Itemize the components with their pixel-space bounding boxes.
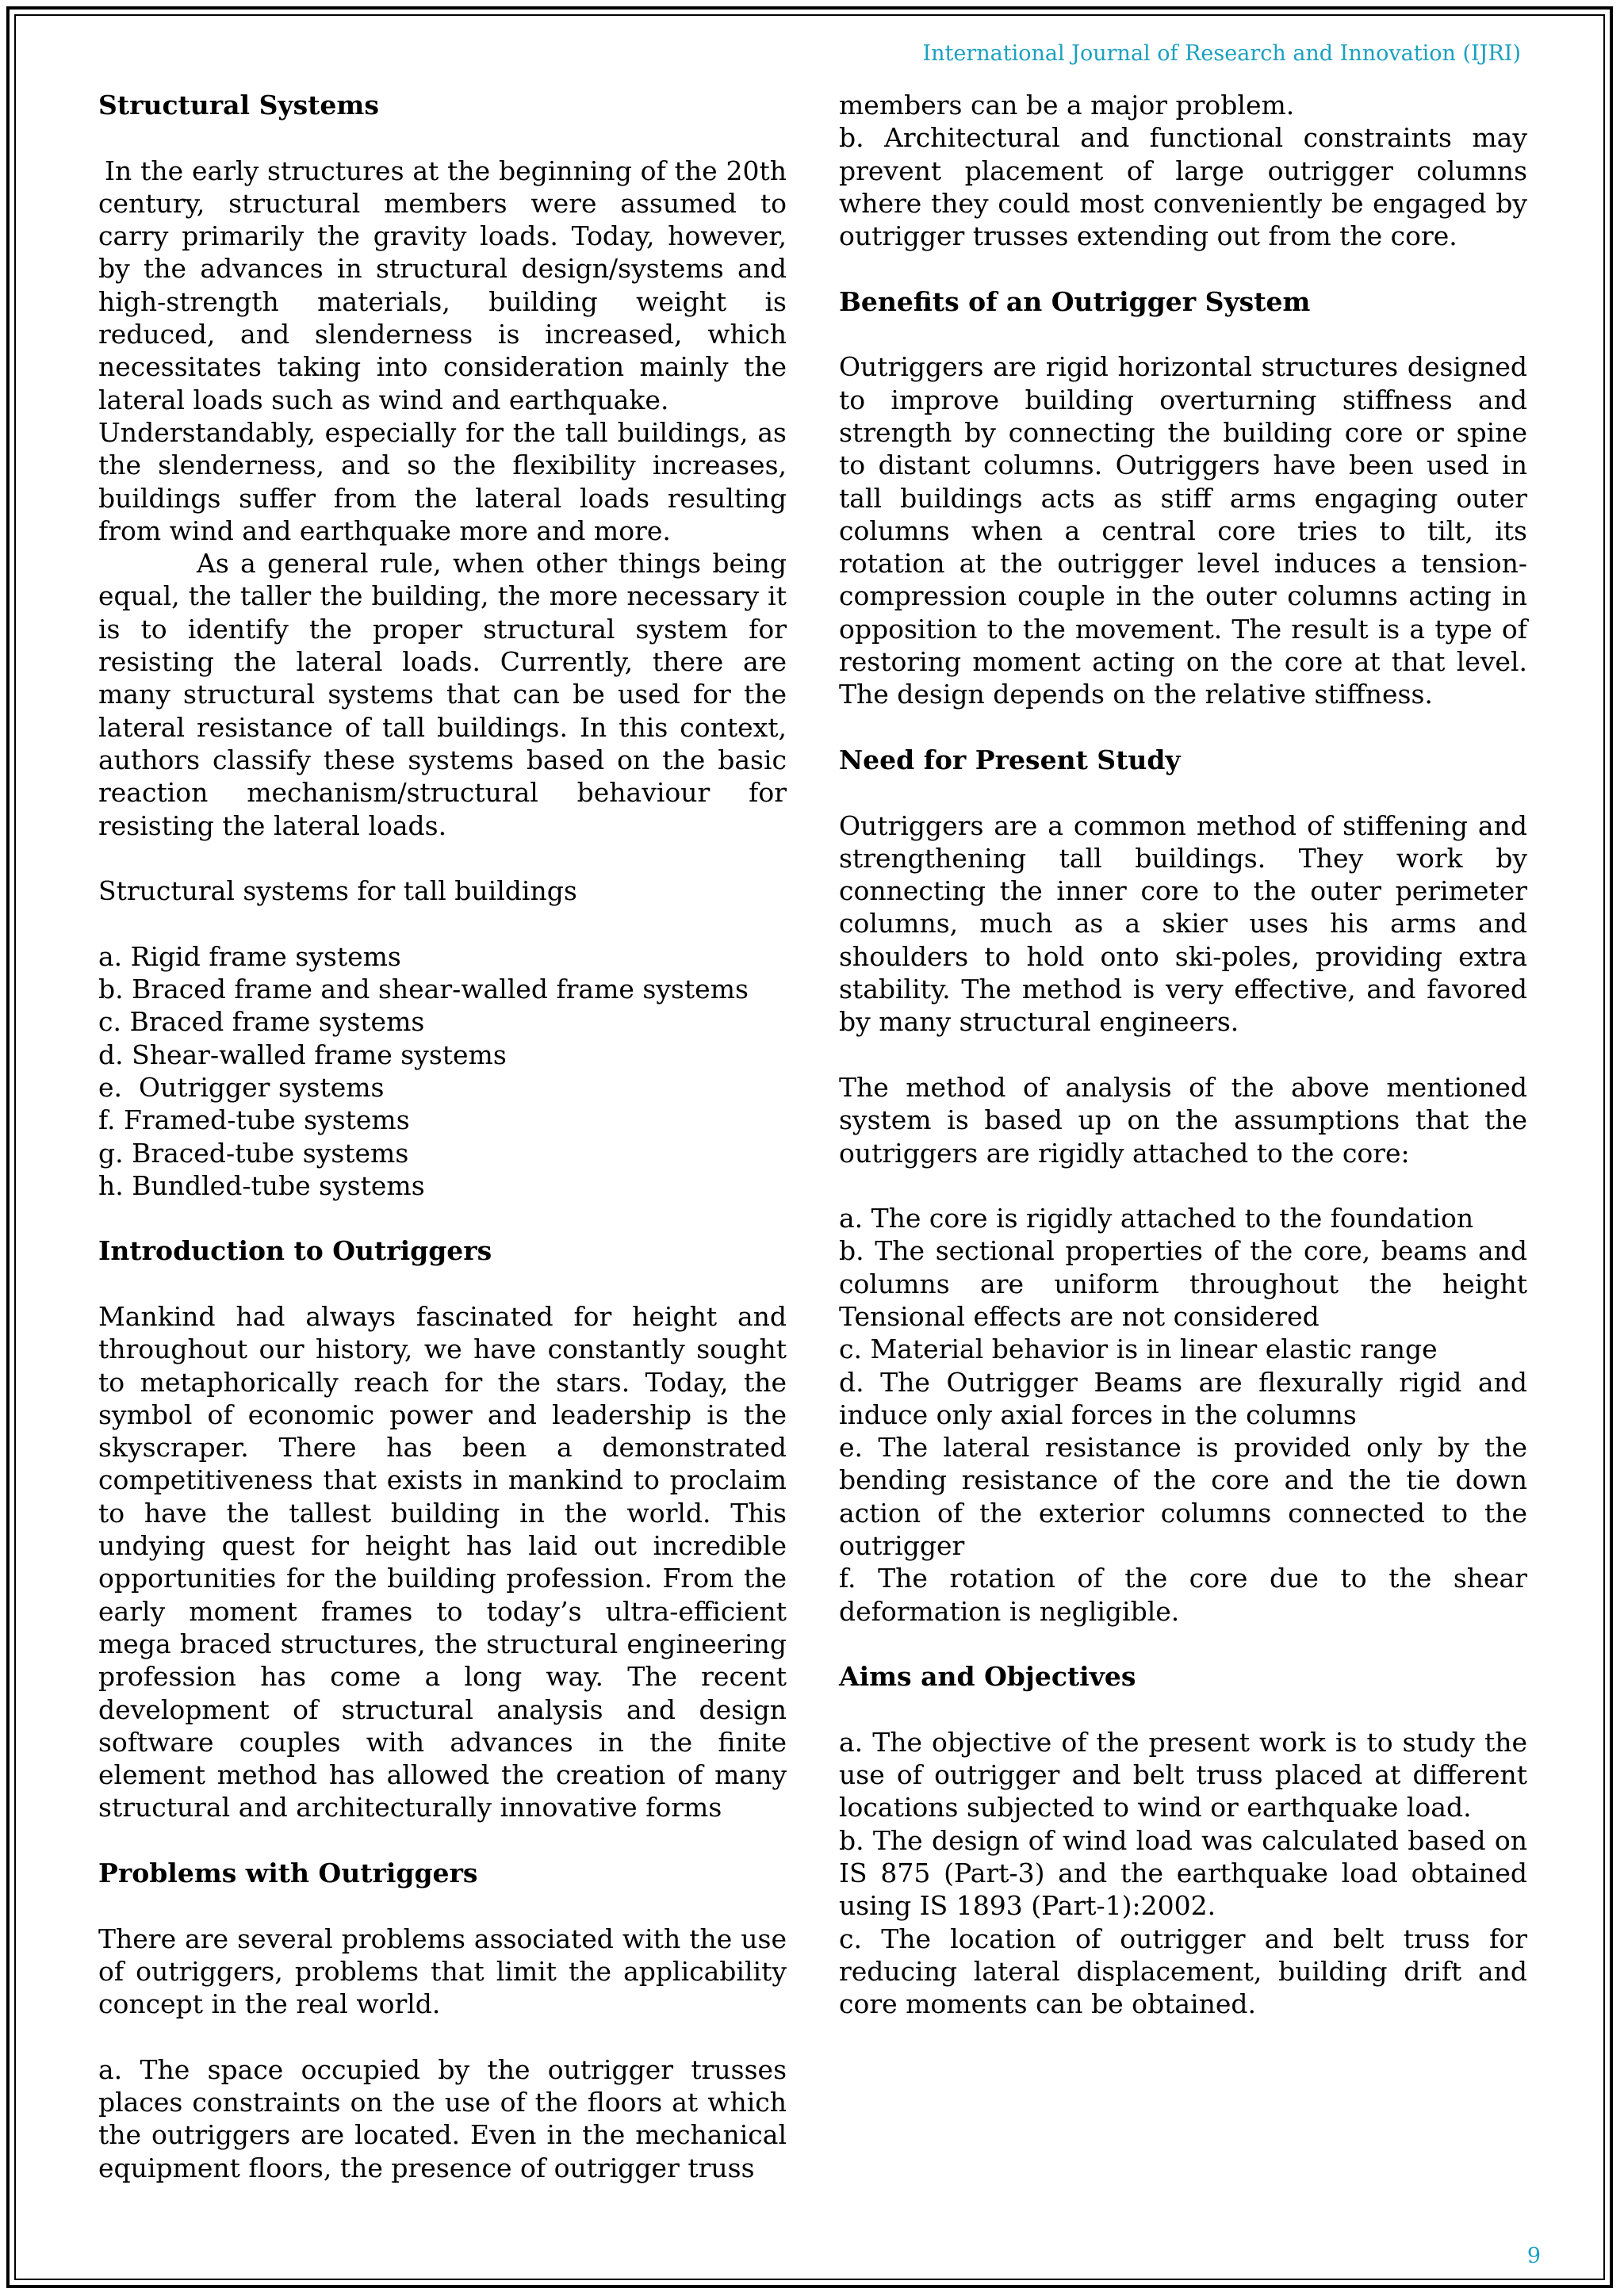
list-item-assumption: c. Material behavior is in linear elastic range xyxy=(839,1334,1438,1365)
heading-structural-systems: Structural Systems xyxy=(98,90,379,121)
paragraph-problem-a: a. The space occupied by the outrigger trusses places constraints on the use of the floors at which the outriggers are located. Even in the mechanical equipment floors, the presence of outrigger truss xyxy=(98,2053,787,2183)
systems-list-title: Structural systems for tall buildings xyxy=(98,875,577,907)
list-item-assumption: a. The core is rigidly attached to the foundation xyxy=(839,1203,1474,1234)
list-item-system: h. Bundled-tube systems xyxy=(98,1169,425,1201)
list-item-system: b. Braced frame and shear-walled frame systems xyxy=(98,974,749,1005)
list-item-system: g. Braced-tube systems xyxy=(98,1137,409,1169)
list-item-assumption: f. The rotation of the core due to the shear deformation is negligible. xyxy=(839,1563,1527,1627)
paragraph-mankind: Mankind had always fascinated for height and throughout our history, we have constantly sought to metaphorically reach for the stars. Today, the symbol of economic power and leadership is the skyscraper. There has been a demonstrated competitiveness that exists in mankind to proclaim to have the tallest building in the world. This undying quest for height has laid out incredible opportunities for the building profession. From the early moment frames to today’s ultra-efficient mega braced structures, the structural engineering profession has come a long way. The recent development of structural analysis and design software couples with advances in the finite element method has allowed the creation of many structural and architecturally innovative forms xyxy=(98,1300,787,1823)
heading-problems-outriggers: Problems with Outriggers xyxy=(98,1858,478,1889)
paragraph-early-structures: In the early structures at the beginning of the 20th century, structural members were assumed to carry primarily the gravity loads. Today, however, by the advances in structural design/systems and high-strength materials, building weight is reduced, and slenderness is increased, which necessitates taking into consideration mainly the lateral loads such as wind and earthquake. xyxy=(98,155,787,415)
list-item-assumption: e. The lateral resistance is provided only by the bending resistance of the core and the tie down action of the exterior columns connected to the outrigger xyxy=(839,1432,1527,1562)
paragraph-problem-a-continued: members can be a major problem. xyxy=(839,90,1295,121)
list-item-aim: a. The objective of the present work is to study the use of outrigger and belt truss placed at different locations subjected to wind or earthquake load. xyxy=(839,1726,1527,1823)
list-item-aim: b. The design of wind load was calculated based on IS 875 (Part-3) and the earthquake load obtained using IS 1893 (Part-1):2002. xyxy=(839,1824,1527,1922)
list-item-system: c. Braced frame systems xyxy=(98,1006,425,1038)
heading-introduction-outriggers: Introduction to Outriggers xyxy=(98,1235,492,1267)
paragraph-method: The method of analysis of the above mentioned system is based up on the assumptions that the outriggers are rigidly attached to the core: xyxy=(839,1071,1527,1169)
list-item-assumption: b. The sectional properties of the core, beams and columns are uniform throughout the height Tensional effects are not considered xyxy=(839,1235,1527,1332)
list-item-system: a. Rigid frame systems xyxy=(98,940,401,972)
journal-title: International Journal of Research and Innovation (IJRI) xyxy=(922,41,1521,66)
list-item-system: e. Outrigger systems xyxy=(98,1071,385,1103)
paragraph-benefits: Outriggers are rigid horizontal structures designed to improve building overturning stiffness and strength by connecting the building core or spine to distant columns. Outriggers have been used in tall buildings acts as stiff arms engaging outer columns when a central core tries to tilt, its rotation at the outrigger level induces a tension-compression couple in the outer columns acting in opposition to the movement. The result is a type of restoring moment acting on the core at that level. The design depends on the relative stiffness. xyxy=(839,351,1527,710)
heading-need-present-study: Need for Present Study xyxy=(839,744,1181,775)
list-item-system: f. Framed-tube systems xyxy=(98,1104,410,1136)
list-item-assumption: d. The Outrigger Beams are flexurally rigid and induce only axial forces in the columns xyxy=(839,1366,1527,1430)
paragraph-need: Outriggers are a common method of stiffening and strengthening tall buildings. They work by connecting the inner core to the outer perimeter columns, much as a skier uses his arms and shoulders to hold onto ski-poles, providing extra stability. The method is very effective, and favored by many structural engineers. xyxy=(839,809,1527,1038)
list-item-aim: c. The location of outrigger and belt truss for reducing lateral displacement, building drift and core moments can be obtained. xyxy=(839,1923,1527,2020)
heading-aims-objectives: Aims and Objectives xyxy=(839,1661,1136,1693)
paragraph-problem-b: b. Architectural and functional constraints may prevent placement of large outrigger columns where they could most conveniently be engaged by outrigger trusses extending out from the core. xyxy=(839,122,1527,252)
left-column xyxy=(98,89,787,2184)
paragraph-general-rule: As a general rule, when other things being equal, the taller the building, the more necessary it is to identify the proper structural system for resisting the lateral loads. Currently, there are many structural systems that can be used for the lateral resistance of tall buildings. In this context, authors classify these systems based on the basic reaction mechanism/structural behaviour for resisting the lateral loads. xyxy=(98,548,787,841)
page-number: 9 xyxy=(1526,2244,1541,2268)
heading-benefits: Benefits of an Outrigger System xyxy=(839,285,1311,317)
paragraph-problems: There are several problems associated with the use of outriggers, problems that limit the applicability concept in the real world. xyxy=(98,1923,787,2020)
list-item-system: d. Shear-walled frame systems xyxy=(98,1039,507,1070)
paragraph-slenderness: Understandably, especially for the tall buildings, as the slenderness, and so the flexibility increases, buildings suffer from the lateral loads resulting from wind and earthquake more and more. xyxy=(98,416,787,546)
right-column xyxy=(839,89,1527,2021)
